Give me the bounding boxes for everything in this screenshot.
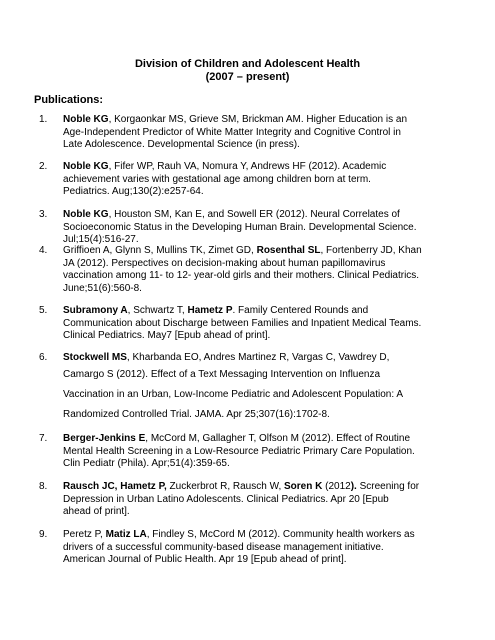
author-highlight: Soren K xyxy=(284,481,323,492)
author-highlight: Noble KG xyxy=(63,209,109,220)
citation-line: Communication about Discharge between Families and Inpatient Medical Teams. xyxy=(63,317,422,329)
publication-item xyxy=(39,209,440,247)
citation-line: Noble KG, Houston SM, Kan E, and Sowell ER (2012). Neural Correlates of xyxy=(63,209,400,220)
division-title: Division of Children and Adolescent Health xyxy=(134,58,361,70)
citation-line: June;51(6):560-8. xyxy=(63,282,142,294)
publication-item xyxy=(39,161,440,199)
citation-line: Depression in Urban Latino Adolescents. Clinical Pediatrics. Apr 20 [Epub xyxy=(63,493,389,505)
publication-number: 7. xyxy=(39,433,48,444)
publication-item xyxy=(39,529,440,567)
publication-citation xyxy=(63,114,440,152)
citation-line: ahead of print]. xyxy=(63,506,130,518)
author-highlight: Stockwell MS xyxy=(63,352,127,363)
citation-line: Mental Health Screening in a Low-Resource Pediatric Primary Care Population. xyxy=(63,445,415,457)
citation-line: Pediatrics. Aug;130(2):e257-64. xyxy=(63,186,204,198)
citation-line: Jul;15(4):516-27. xyxy=(63,234,139,246)
publication-item xyxy=(39,114,440,152)
publication-item xyxy=(39,305,440,343)
publication-citation xyxy=(63,161,440,199)
citation-line: Camargo S (2012). Effect of a Text Messaging Intervention on Influenza xyxy=(63,368,381,380)
citation-line: Noble KG, Korgaonkar MS, Grieve SM, Brickman AM. Higher Education is an xyxy=(63,114,408,125)
publication-number: 3. xyxy=(39,209,48,220)
citation-line: drivers of a successful community-based disease management initiative. xyxy=(63,541,384,553)
publication-citation xyxy=(63,481,440,519)
citation-line: Late Adolescence. Developmental Science (in press). xyxy=(63,139,300,151)
publication-item xyxy=(39,481,440,519)
citation-line: Age-Independent Predictor of White Matter Integrity and Cognitive Control in xyxy=(63,126,401,138)
author-highlight: Noble KG xyxy=(63,161,109,172)
author-highlight: Rausch JC, Hametz P, xyxy=(63,481,167,492)
author-highlight: Rosenthal SL xyxy=(256,245,321,256)
citation-line: Socioeconomic Status in the Developing Human Brain. Developmental Science. xyxy=(63,221,417,233)
citation-line: Subramony A, Schwartz T, Hametz P. Family Centered Rounds and xyxy=(63,305,369,316)
publication-citation xyxy=(63,433,440,471)
citation-line: Berger-Jenkins E, McCord M, Gallagher T, Olfson M (2012). Effect of Routine xyxy=(63,433,411,444)
date-range: (2007 – present) xyxy=(205,71,290,83)
author-highlight: ). xyxy=(350,481,357,492)
publication-item xyxy=(39,352,440,425)
publication-number: 9. xyxy=(39,529,48,540)
citation-line: Clinical Pediatrics. May7 [Epub ahead of print]. xyxy=(63,330,271,342)
citation-line: Griffioen A, Glynn S, Mullins TK, Zimet GD, Rosenthal SL, Fortenberry JD, Khan xyxy=(63,245,422,256)
citation-line: Stockwell MS, Kharbanda EO, Andres Martinez R, Vargas C, Vawdrey D, xyxy=(63,352,390,363)
citation-line: Noble KG, Fifer WP, Rauh VA, Nomura Y, Andrews HF (2012). Academic xyxy=(63,161,387,172)
publication-citation xyxy=(63,352,440,425)
publications-heading: Publications: xyxy=(34,94,104,106)
citation-line: Clin Pediatr (Phila). Apr;51(4):359-65. xyxy=(63,458,230,470)
citation-line: achievement varies with gestational age among children born at term. xyxy=(63,173,371,185)
publication-number: 8. xyxy=(39,481,48,492)
publication-number: 2. xyxy=(39,161,48,172)
citation-line: Randomized Controlled Trial. JAMA. Apr 25;307(16):1702-8. xyxy=(63,408,330,420)
citation-line: Vaccination in an Urban, Low-Income Pediatric and Adolescent Population: A xyxy=(63,388,404,400)
author-highlight: Matiz LA xyxy=(105,529,147,540)
publication-item xyxy=(39,245,440,295)
author-highlight: Noble KG xyxy=(63,114,109,125)
publication-citation xyxy=(63,209,440,247)
publication-citation xyxy=(63,245,440,295)
author-highlight: Berger-Jenkins E xyxy=(63,433,146,444)
publication-number: 5. xyxy=(39,305,48,316)
publication-citation xyxy=(63,529,440,567)
citation-line: vaccination among 11- to 12- year-old girls and their mothers. Clinical Pediatrics. xyxy=(63,270,420,282)
document-header xyxy=(0,58,495,84)
publication-citation xyxy=(63,305,440,343)
citation-line: Peretz P, Matiz LA, Findley S, McCord M (2012). Community health workers as xyxy=(63,529,415,540)
publication-item xyxy=(39,433,440,471)
author-highlight: Subramony A xyxy=(63,305,128,316)
citation-line: JA (2012). Perspectives on decision-making about human papillomavirus xyxy=(63,257,386,269)
citation-line: American Journal of Public Health. Apr 19 [Epub ahead of print]. xyxy=(63,554,347,566)
publication-number: 1. xyxy=(39,114,48,125)
citation-line: Rausch JC, Hametz P, Zuckerbrot R, Rausch W, Soren K (2012). Screening for xyxy=(63,481,420,492)
publication-number: 6. xyxy=(39,352,48,363)
publication-number: 4. xyxy=(39,245,48,256)
author-highlight: Hametz P xyxy=(187,305,233,316)
